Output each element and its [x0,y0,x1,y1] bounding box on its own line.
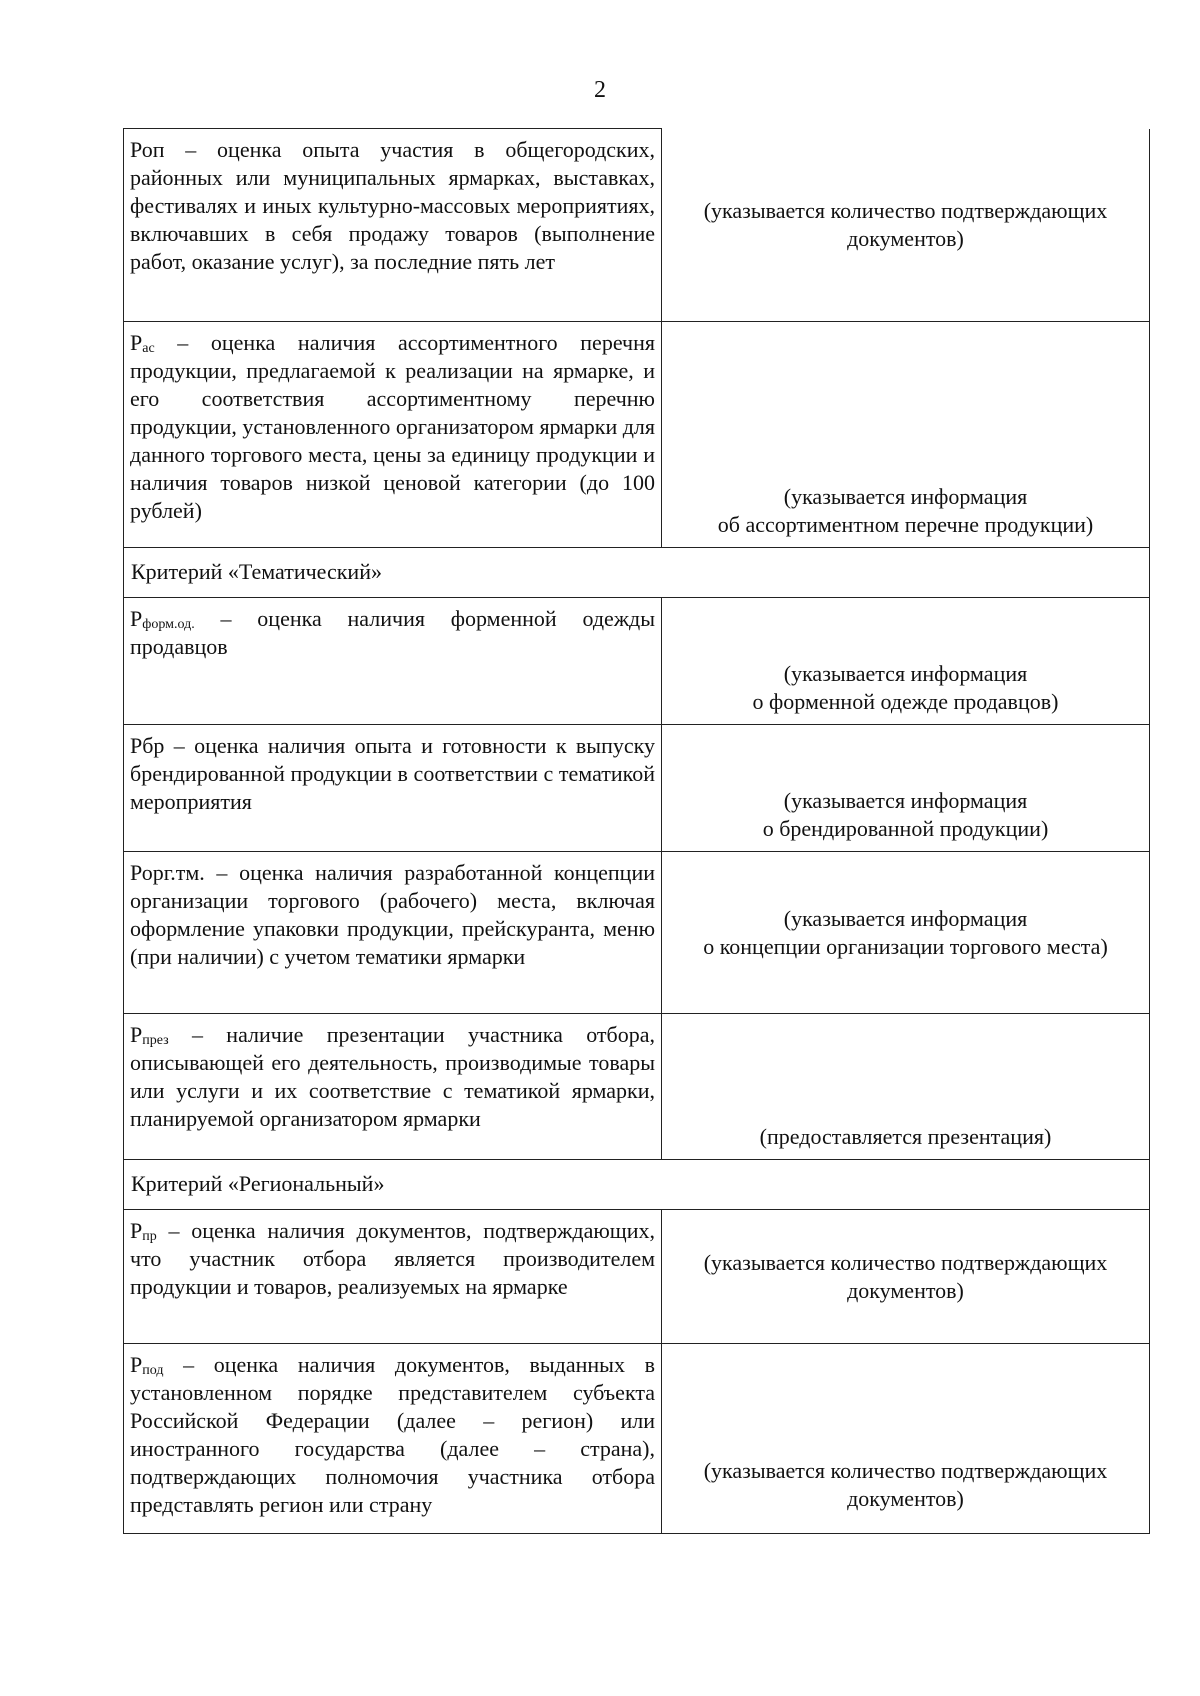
criterion-symbol: Рбр [130,733,165,758]
criterion-description [124,1014,662,1160]
page-number: 2 [594,77,606,103]
table-row [124,1210,1150,1344]
note-line-2: документов) [847,225,964,251]
note-line-2: о брендированной продукции) [762,816,1049,841]
note-line-1: (указывается количество подтверждающих [703,197,1108,223]
criterion-text: – оценка опыта участия в общегородских, районных или муниципальных ярмарках, выставках, фестивалях и иных культурно-массовых мероприятиях, включавших в себя продажу товаров (выполнение работ, оказание услуг), за последние пять лет [130,137,655,274]
criterion-symbol: $Р_{под}$ [130,1352,164,1378]
note-line-2: о концепции организации торгового места) [703,933,1108,959]
note-line-1: (указывается количество подтверждающих [703,1458,1108,1483]
criterion-symbol: $Р_{форм.од.}$ [130,606,195,632]
criterion-description [124,725,662,852]
table-row [124,548,1150,598]
table-row [124,725,1150,852]
criterion-symbol: Роп [130,137,165,162]
note-line-1: (указывается информация [783,484,1028,509]
criterion-group-header: Критерий «Тематический» [124,548,1150,598]
criterion-text: – оценка наличия разработанной концепции организации торгового (рабочего) места, включая оформление упаковки продукции, прейскуранта, меню (при наличии) с учетом тематики ярмарки [130,860,655,969]
criterion-symbol: $Р_{през}$ [130,1022,169,1048]
criterion-note [662,1344,1150,1534]
criterion-note [662,1014,1150,1160]
criterion-note [662,852,1150,1014]
criterion-text: – оценка наличия документов, выданных в установленном порядке представителем субъекта Российской Федерации (далее – регион) или иностранного государства (далее – страна), подтверждающих полномочия участника отбора представлять регион или страну [130,1352,655,1517]
criterion-note [662,1210,1150,1344]
table-row [124,1344,1150,1534]
note-line-1: (указывается информация [783,661,1028,686]
table-row [124,322,1150,548]
note-line-1: (предоставляется презентация) [759,1124,1052,1149]
table-row [124,598,1150,725]
criterion-note [662,129,1150,322]
note-line-1: (указывается количество подтверждающих [703,1249,1108,1275]
criterion-text: – оценка наличия форменной одежды продавцов [130,606,655,659]
note-line-1: (указывается информация [783,788,1028,813]
criterion-note [662,598,1150,725]
criterion-description [124,852,662,1014]
note-line-2: документов) [847,1486,964,1511]
criterion-text: – оценка наличия ассортиментного перечня продукции, предлагаемой к реализации на ярмарке, и его соответствия ассортиментному перечню продукции, установленного организатором ярмарки для данного торгового места, цены за единицу продукции и наличия товаров низкой ценовой категории (до 100 рублей) [130,330,656,523]
note-line-1: (указывается информация [783,905,1028,931]
note-line-2: об ассортиментном перечне продукции) [717,512,1094,537]
criterion-description [124,1210,662,1344]
criterion-group-header: Критерий «Региональный» [124,1160,1150,1210]
table-row [124,1160,1150,1210]
criterion-description [124,1344,662,1534]
criterion-note [662,322,1150,548]
criterion-note [662,725,1150,852]
criterion-text: – наличие презентации участника отбора, описывающей его деятельность, производимые товары или услуги и их соответствие с тематикой ярмарки, планируемой организатором ярмарки [130,1022,655,1131]
criterion-description [124,322,662,548]
table-row [124,129,1150,322]
criteria-table [123,128,1150,1534]
criterion-symbol: Рорг.тм. [130,860,205,885]
criterion-text: – оценка наличия опыта и готовности к выпуску брендированной продукции в соответствии с тематикой мероприятия [130,733,655,814]
criterion-symbol: $Р_{ас}$ [130,330,155,356]
criterion-text: – оценка наличия документов, подтверждающих, что участник отбора является производителем продукции и товаров, реализуемых на ярмарке [130,1218,655,1299]
note-line-2: о форменной одежде продавцов) [752,689,1059,714]
criterion-symbol: $Р_{пр}$ [130,1218,157,1244]
table-row [124,852,1150,1014]
criterion-description [124,598,662,725]
note-line-2: документов) [847,1277,964,1303]
table-row [124,1014,1150,1160]
criterion-description [124,129,662,322]
